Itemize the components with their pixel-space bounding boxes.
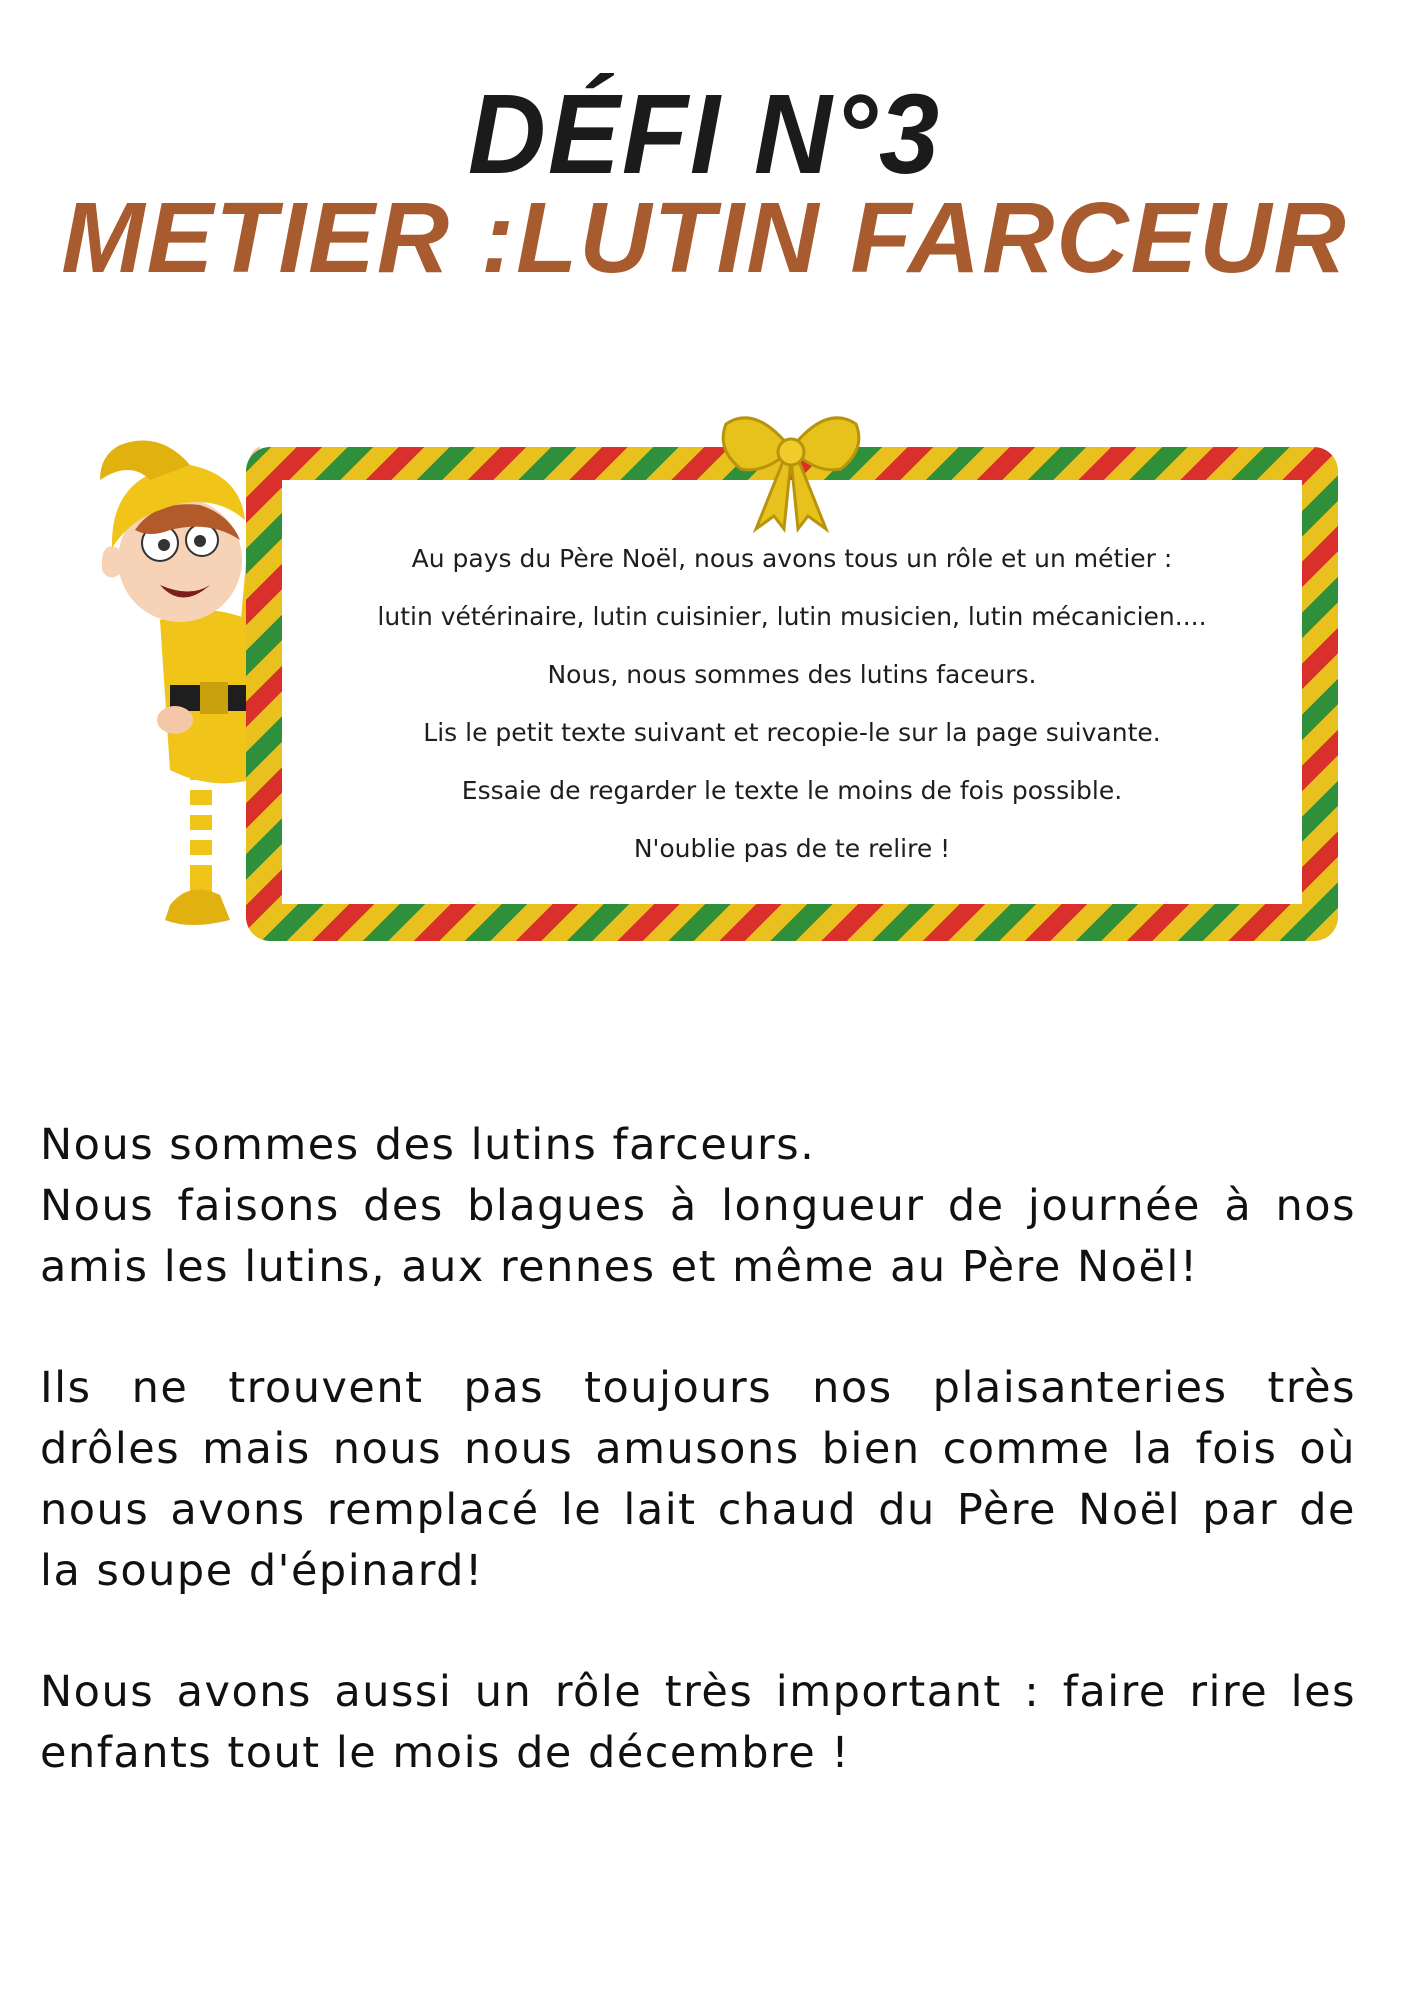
story-line: Nous faisons des blagues à longueur de journée à nos [40, 1181, 1356, 1231]
story-paragraph [40, 1115, 1356, 1298]
instruction-line: Lis le petit texte suivant et recopie-le sur la page suivante. [423, 718, 1161, 747]
job-subtitle: METIER :LUTIN FARCEUR [61, 182, 1348, 294]
story-line: Nous avons aussi un rôle très important : faire rire les [40, 1667, 1356, 1717]
instruction-list [282, 535, 1302, 883]
instruction-line: Essaie de regarder le texte le moins de fois possible. [461, 776, 1123, 805]
bow-icon [716, 404, 866, 534]
story-text [40, 1115, 1356, 1844]
elf-illustration [40, 420, 260, 940]
story-line: enfants tout le mois de décembre ! [40, 1728, 851, 1778]
story-line: amis les lutins, aux rennes et même au Père Noël! [40, 1242, 1199, 1292]
story-line: drôles mais nous nous amusons bien comme la fois où [40, 1424, 1356, 1474]
story-line: Nous sommes des lutins farceurs. [40, 1120, 816, 1170]
instruction-line: Au pays du Père Noël, nous avons tous un rôle et un métier : [411, 544, 1173, 573]
story-line: nous avons remplacé le lait chaud du Père Noël par de [40, 1485, 1356, 1535]
story-paragraph [40, 1662, 1356, 1784]
challenge-title: DÉFI N°3 [467, 69, 942, 197]
instruction-line: lutin vétérinaire, lutin cuisinier, lutin musicien, lutin mécanicien.... [377, 602, 1207, 631]
instruction-line: N'oublie pas de te relire ! [633, 834, 951, 863]
story-paragraph [40, 1358, 1356, 1602]
instruction-line: Nous, nous sommes des lutins faceurs. [547, 660, 1037, 689]
story-line: la soupe d'épinard! [40, 1546, 484, 1596]
story-line: Ils ne trouvent pas toujours nos plaisanteries très [40, 1363, 1356, 1413]
